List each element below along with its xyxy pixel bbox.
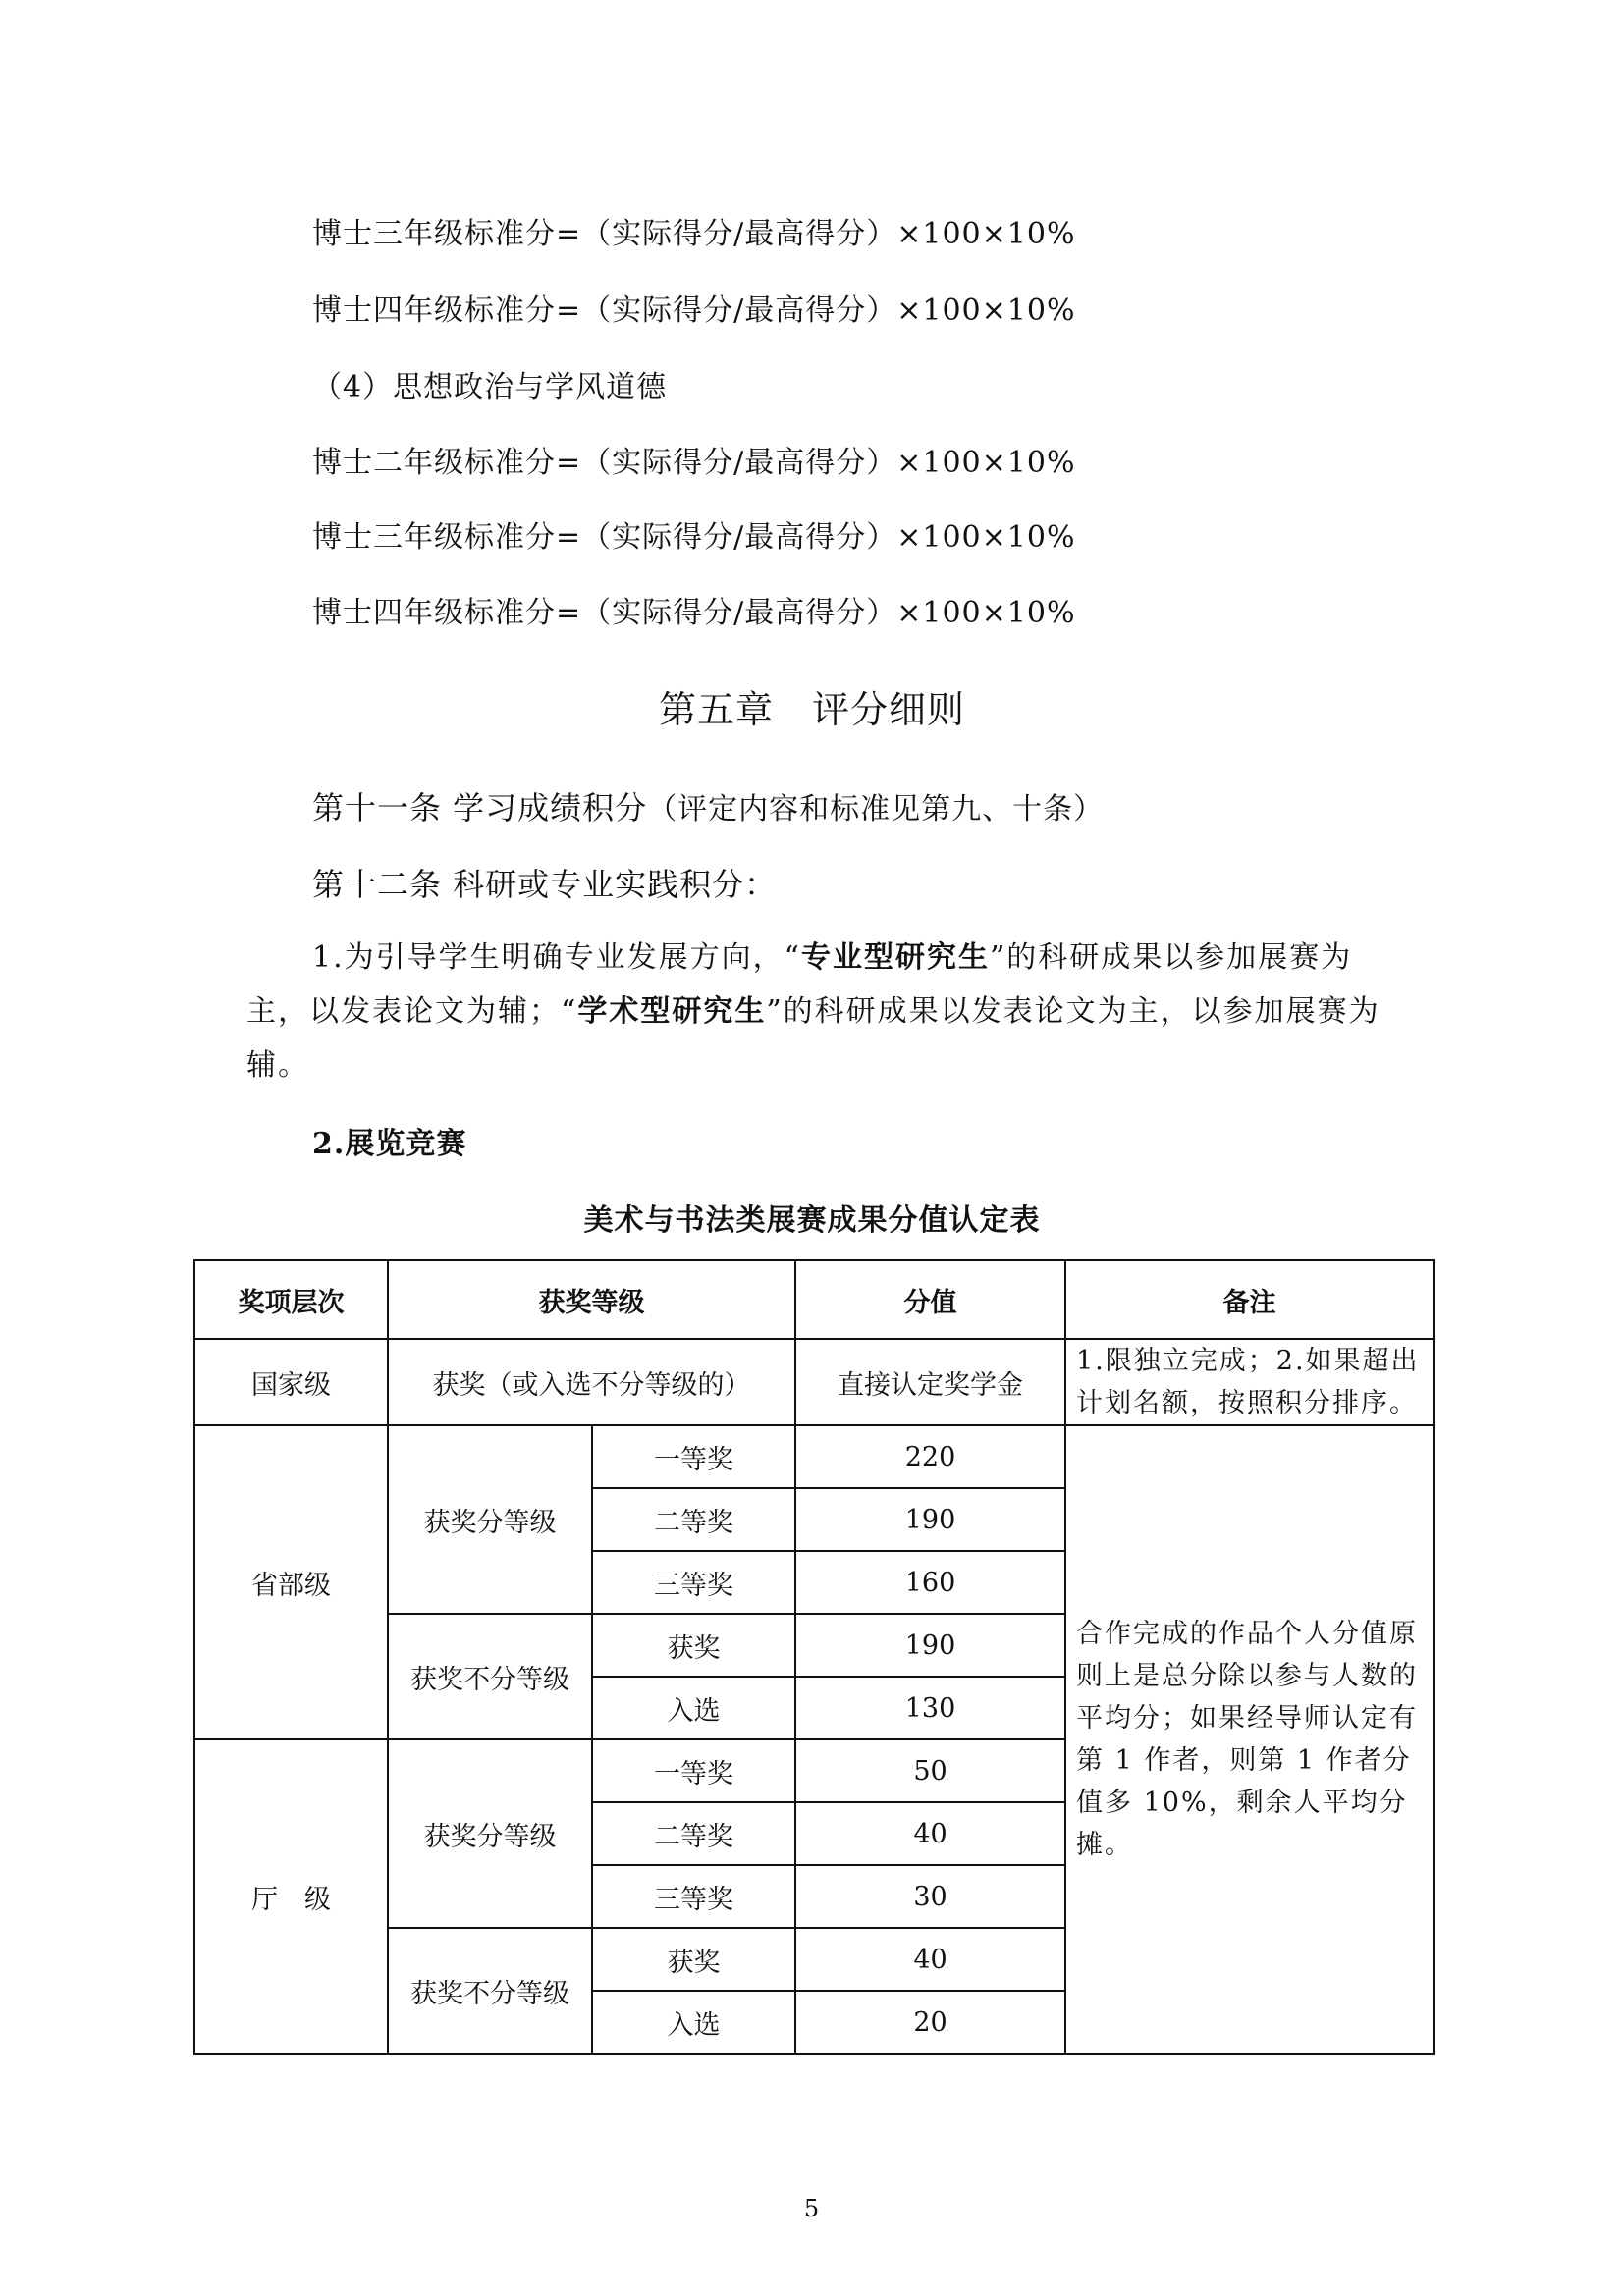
formula-line: 博士四年级标准分=（实际得分/最高得分）×100×10% [312,294,1076,328]
award-cell: 二等奖 [592,1802,795,1865]
header-cell: 获奖等级 [388,1260,795,1339]
table-row [194,1425,1434,1488]
level-cell: 国家级 [194,1339,388,1425]
value-cell: 50 [795,1739,1065,1802]
grade-cell: 获奖分等级 [388,1425,592,1614]
header-cell: 分值 [795,1260,1065,1339]
note-cell: 合作完成的作品个人分值原则上是总分除以参与人数的平均分；如果经导师认定有第 1 作者，则第 1 作者分值多 10%，剩余人平均分摊。 [1065,1425,1434,2054]
chapter-title: 第五章 评分细则 [658,688,965,731]
value-cell: 40 [795,1928,1065,1991]
article-11-title: 第十一条 学习成绩积分 [312,789,648,827]
value-cell: 130 [795,1677,1065,1739]
value-cell: 20 [795,1991,1065,2054]
grade-cell: 获奖（或入选不分等级的） [388,1339,795,1425]
paragraph-1 [246,931,1385,1093]
formula-line: 博士三年级标准分=（实际得分/最高得分）×100×10% [312,520,1076,555]
grade-cell: 获奖不分等级 [388,1928,592,2054]
page-number: 5 [803,2195,821,2222]
award-cell: 一等奖 [592,1739,795,1802]
article-12-title: 第十二条 科研或专业实践积分： [312,866,778,903]
award-cell: 三等奖 [592,1551,795,1614]
grade-cell: 获奖分等级 [388,1739,592,1928]
award-cell: 入选 [592,1991,795,2054]
formula-line: 博士四年级标准分=（实际得分/最高得分）×100×10% [312,596,1076,630]
header-cell: 备注 [1065,1260,1434,1339]
formula-line: 博士二年级标准分=（实际得分/最高得分）×100×10% [312,446,1076,480]
value-cell: 220 [795,1425,1065,1488]
table-title: 美术与书法类展赛成果分值认定表 [583,1203,1041,1238]
table-header-row [194,1260,1434,1339]
emphasis: 专业型研究生 [800,940,990,975]
article-11 [312,783,1104,828]
note-cell: 1.限独立完成；2.如果超出计划名额，按照积分排序。 [1065,1339,1434,1425]
text: 1.为引导学生明确专业发展方向，“ [312,940,801,975]
level-cell: 省部级 [194,1425,388,1739]
subsection-title: 2.展览竞赛 [312,1127,467,1161]
award-cell: 二等奖 [592,1488,795,1551]
formula-line: 博士三年级标准分=（实际得分/最高得分）×100×10% [312,217,1076,251]
text: ”的科研成果以发表论文为主，以参加展赛为辅。 [246,994,1380,1083]
value-cell: 40 [795,1802,1065,1865]
emphasis: 学术型研究生 [577,994,767,1029]
grade-cell: 获奖不分等级 [388,1614,592,1739]
article-11-note: （评定内容和标准见第九、十条） [647,792,1105,827]
value-cell: 190 [795,1614,1065,1677]
header-cell: 奖项层次 [194,1260,388,1339]
award-cell: 获奖 [592,1928,795,1991]
award-cell: 三等奖 [592,1865,795,1928]
text: ”的科研成果以参加展赛为主，以发表论文为辅；“ [246,940,1353,1029]
value-cell: 直接认定奖学金 [795,1339,1065,1425]
award-cell: 一等奖 [592,1425,795,1488]
value-cell: 160 [795,1551,1065,1614]
level-cell: 厅 级 [194,1739,388,2054]
value-cell: 190 [795,1488,1065,1551]
value-cell: 30 [795,1865,1065,1928]
section-heading: （4）思想政治与学风道德 [312,370,668,404]
score-table [193,1259,1435,2055]
award-cell: 获奖 [592,1614,795,1677]
table-row [194,1339,1434,1425]
award-cell: 入选 [592,1677,795,1739]
